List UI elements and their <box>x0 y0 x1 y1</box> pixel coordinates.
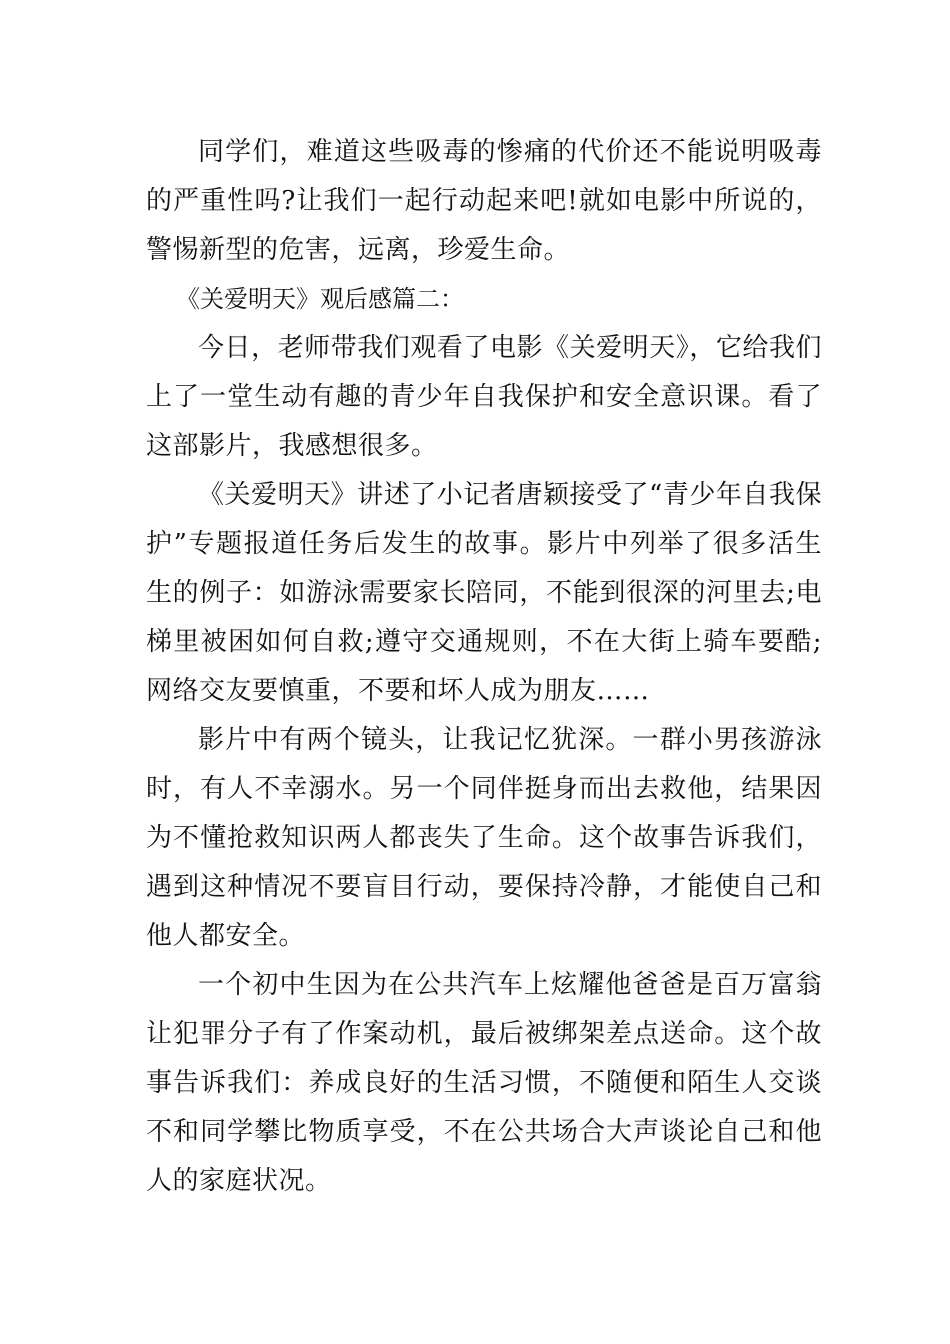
document-body <box>146 128 822 1206</box>
paragraph-swimming-scene: 影片中有两个镜头，让我记忆犹深。一群小男孩游泳时，有人不幸溺水。另一个同伴挺身而出去救他，结果因为不懂抢救知识两人都丧失了生命。这个故事告诉我们，遇到这种情况不要盲目行动，要保持冷静，才能使自己和他人都安全。 <box>146 725 822 951</box>
paragraph-kidnapping-scene: 一个初中生因为在公共汽车上炫耀他爸爸是百万富翁让犯罪分子有了作案动机，最后被绑架差点送命。这个故事告诉我们：养成良好的生活习惯，不随便和陌生人交谈不和同学攀比物质享受，不在公共场合大声谈论自己和他人的家庭状况。 <box>146 970 822 1196</box>
section-heading: 《关爱明天》观后感篇二： <box>176 285 464 313</box>
paragraph-summary: 《关爱明天》讲述了小记者唐颖接受了“青少年自我保护”专题报道任务后发生的故事。影片中列举了很多活生生的例子：如游泳需要家长陪同，不能到很深的河里去;电梯里被困如何自救;遵守交通规则，不在大街上骑车要酷;网络交友要慎重，不要和坏人成为朋友…… <box>146 480 822 706</box>
paragraph-intro: 今日，老师带我们观看了电影《关爱明天》，它给我们上了一堂生动有趣的青少年自我保护和安全意识课。看了这部影片，我感想很多。 <box>146 333 822 461</box>
paragraph-conclusion: 同学们，难道这些吸毒的惨痛的代价还不能说明吸毒的严重性吗?让我们一起行动起来吧!就如电影中所说的，警惕新型的危害，远离，珍爱生命。 <box>146 137 822 265</box>
